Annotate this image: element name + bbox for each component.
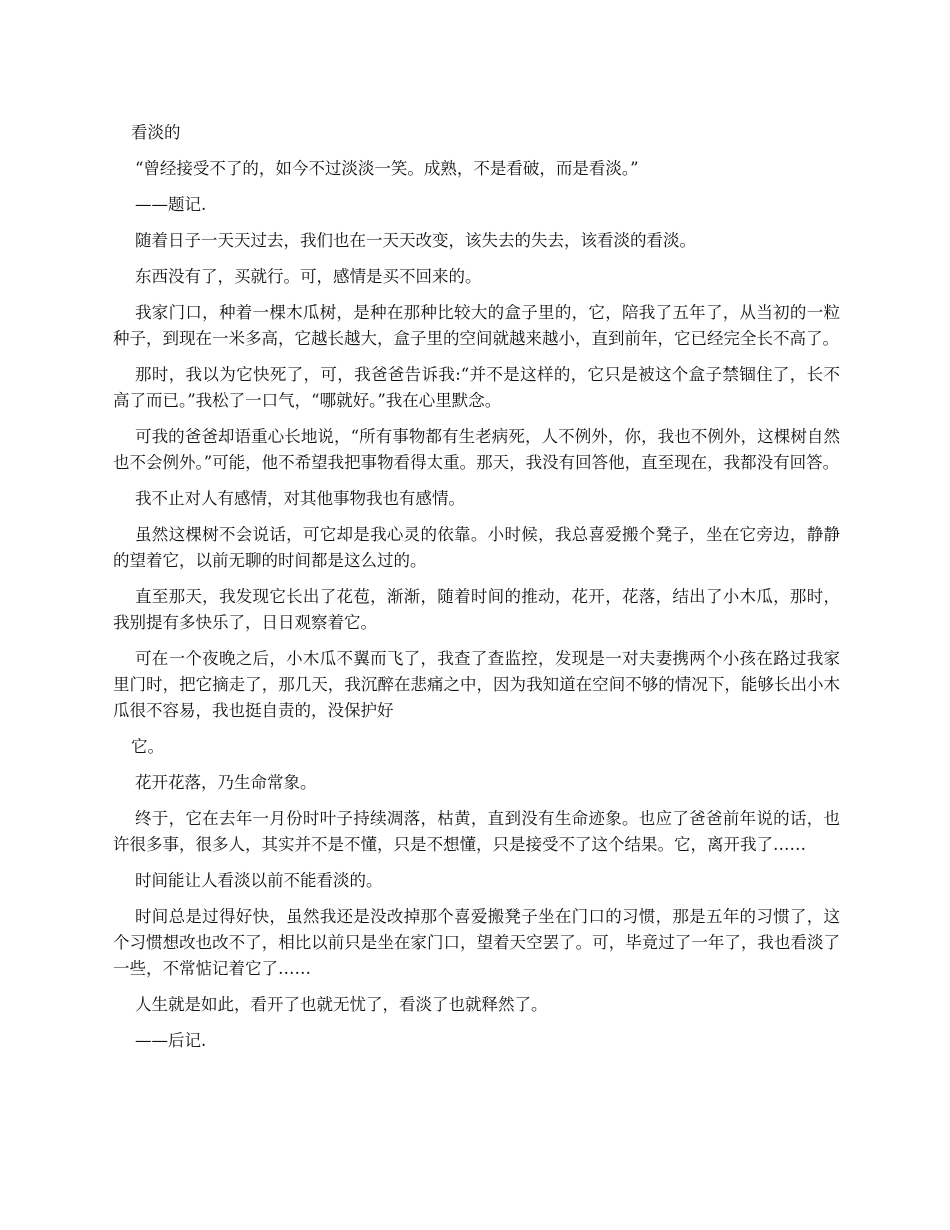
paragraph: 我家门口，种着一棵木瓜树，是种在那种比较大的盒子里的，它，陪我了五年了，从当初的一粒种子，到现在一米多高，它越长越大，盒子里的空间就越来越小，直到前年，它已经完全长不高了。 [113,303,840,348]
paragraph: 时间能让人看淡以前不能看淡的。 [135,871,383,890]
paragraph: 终于，它在去年一月份时叶子持续凋落，枯黄，直到没有生命迹象。也应了爸爸前年说的话，也许很多事，很多人，其实并不是不懂，只是不想懂，只是接受不了这个结果。它，离开我了…… [113,809,840,854]
paragraph: 它。 [131,737,164,756]
paragraph-postscript: ——后记. [135,1031,207,1050]
paragraph: 我不止对人有感情，对其他事物我也有感情。 [135,489,465,508]
paragraph: 直至那天，我发现它长出了花苞，渐渐，随着时间的推动，花开，花落，结出了小木瓜，那时，我别提有多快乐了，日日观察着它。 [113,587,840,632]
paragraph: 东西没有了，买就行。可，感情是买不回来的。 [135,267,482,286]
paragraph: 花开花落，乃生命常象。 [135,773,317,792]
paragraph: 随着日子一天天过去，我们也在一天天改变，该失去的失去，该看淡的看淡。 [135,231,696,250]
paragraph: 可我的爸爸却语重心长地说，“所有事物都有生老病死，人不例外，你，我也不例外，这棵树自然也不会例外。”可能，他不希望我把事物看得太重。那天，我没有回答他，直至现在，我都没有回答。 [113,427,840,472]
document-body [113,120,840,1064]
paragraph: 虽然这棵树不会说话，可它却是我心灵的依靠。小时候，我总喜爱搬个凳子，坐在它旁边，静静的望着它，以前无聊的时间都是这么过的。 [113,525,840,570]
paragraph-epigraph-attribution: ——题记. [135,195,207,214]
paragraph-epigraph: “曾经接受不了的，如今不过淡淡一笑。成熟，不是看破，而是看淡。” [135,159,639,178]
document-title: 看淡的 [131,123,181,142]
paragraph: 那时，我以为它快死了，可，我爸爸告诉我:“并不是这样的，它只是被这个盒子禁锢住了，长不高了而已。”我松了一口气，“哪就好。”我在心里默念。 [113,365,840,410]
paragraph: 可在一个夜晚之后，小木瓜不翼而飞了，我查了查监控，发现是一对夫妻携两个小孩在路过我家里门时，把它摘走了，那几天，我沉醉在悲痛之中，因为我知道在空间不够的情况下，能够长出小木瓜很不容易，我也挺自责的，没保护好 [113,649,840,720]
paragraph: 人生就是如此，看开了也就无忧了，看淡了也就释然了。 [135,995,548,1014]
paragraph: 时间总是过得好快，虽然我还是没改掉那个喜爱搬凳子坐在门口的习惯，那是五年的习惯了，这个习惯想改也改不了，相比以前只是坐在家门口，望着天空罢了。可，毕竟过了一年了，我也看淡了一些，不常惦记着它了…… [113,907,840,978]
